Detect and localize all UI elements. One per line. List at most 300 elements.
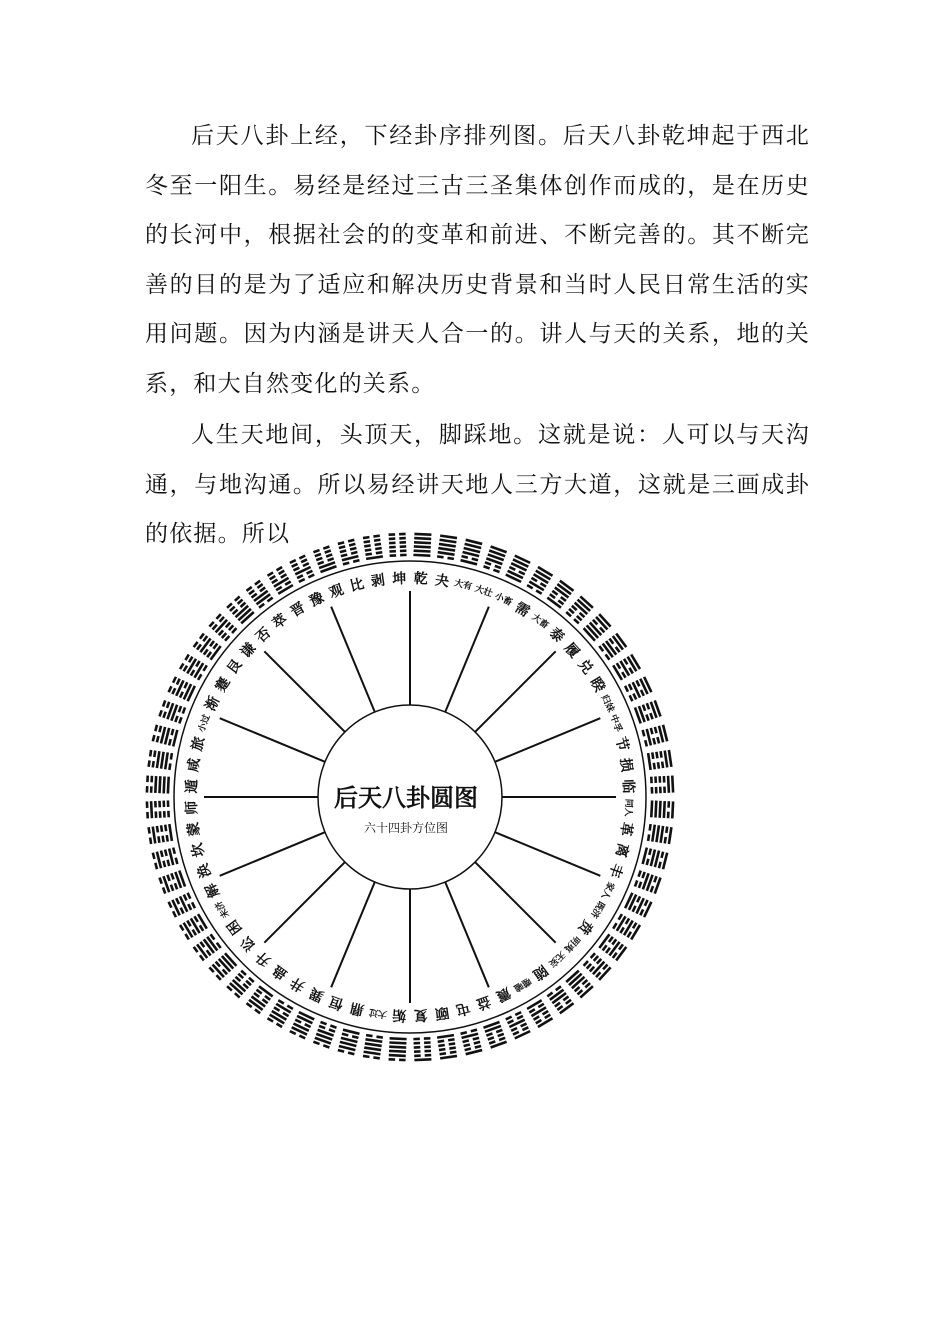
- hexagram-name: 夬: [433, 572, 451, 591]
- yin-line: [366, 1035, 372, 1036]
- yin-line: [254, 993, 259, 997]
- yin-line: [652, 752, 653, 758]
- hexagram-symbol: [149, 750, 172, 770]
- hexagram-symbol: [648, 750, 671, 770]
- yang-line: [161, 752, 163, 769]
- yang-line: [200, 639, 210, 653]
- yin-line: [438, 1045, 444, 1046]
- yin-line: [267, 598, 272, 602]
- hexagram-symbol: [599, 634, 626, 660]
- yin-line: [580, 613, 585, 617]
- yin-line: [651, 728, 653, 734]
- yin-line: [665, 837, 666, 843]
- yin-line: [268, 1018, 274, 1021]
- yin-line: [376, 1037, 382, 1038]
- yin-line: [515, 1012, 521, 1015]
- yin-line: [274, 1007, 280, 1010]
- yang-line: [414, 546, 431, 547]
- yin-line: [646, 715, 648, 721]
- hexagram-name: 复: [413, 1006, 429, 1024]
- yang-line: [173, 730, 177, 746]
- yang-line: [414, 538, 431, 539]
- hexagram-symbol: [227, 971, 254, 998]
- yang-line: [155, 776, 156, 793]
- yang-line: [414, 1059, 431, 1060]
- yang-line: [555, 587, 569, 597]
- yin-line: [252, 594, 257, 598]
- yin-line: [364, 541, 370, 542]
- yin-line: [255, 1009, 260, 1013]
- yin-line: [590, 967, 594, 972]
- spoke-line: [264, 651, 345, 732]
- diagram-subtitle: 六十四卦方位图: [363, 821, 449, 835]
- yin-line: [373, 536, 379, 537]
- hexagram-name: 坤: [391, 570, 407, 588]
- yin-line: [519, 571, 525, 574]
- hexagram-name: 小过: [197, 713, 213, 734]
- yin-line: [159, 726, 161, 732]
- yin-line: [596, 972, 600, 977]
- yin-line: [376, 552, 382, 553]
- yin-line: [188, 893, 191, 899]
- yang-line: [157, 751, 159, 768]
- yang-line: [648, 753, 650, 770]
- yin-line: [449, 1048, 455, 1049]
- hexagram-name: 蹇: [212, 674, 234, 696]
- yin-line: [200, 942, 204, 947]
- yin-line: [305, 1024, 311, 1027]
- yin-line: [235, 993, 240, 997]
- yang-line: [560, 581, 574, 591]
- hexagram-name: 乾: [413, 570, 429, 588]
- yin-line: [486, 1033, 492, 1035]
- yang-line: [606, 641, 616, 655]
- yang-line: [652, 825, 654, 842]
- yin-line: [203, 665, 206, 671]
- yang-line: [161, 727, 165, 743]
- yin-line: [153, 761, 154, 767]
- yin-line: [189, 657, 192, 663]
- yin-line: [157, 826, 158, 832]
- yin-line: [654, 763, 655, 769]
- yang-line: [560, 1003, 574, 1013]
- yang-line: [390, 1038, 407, 1039]
- yin-line: [262, 999, 267, 1003]
- yin-line: [227, 603, 232, 607]
- yin-line: [318, 562, 324, 564]
- yin-line: [169, 739, 171, 745]
- hexagram-name: 节: [612, 735, 631, 753]
- hexagram-symbol: [209, 953, 236, 980]
- yin-line: [448, 1039, 454, 1040]
- yin-line: [661, 751, 662, 757]
- yin-line: [177, 679, 180, 685]
- yin-line: [209, 967, 213, 972]
- yin-line: [200, 925, 203, 931]
- diagram-title: 后天八卦圆图: [334, 784, 478, 812]
- yin-line: [204, 649, 208, 654]
- yin-line: [297, 575, 303, 578]
- yin-line: [517, 1016, 523, 1019]
- yin-line: [171, 753, 172, 759]
- yin-line: [365, 554, 371, 555]
- yin-line: [329, 1029, 335, 1031]
- yin-line: [265, 996, 270, 1000]
- hexagram-name: 升: [253, 947, 275, 970]
- yang-line: [389, 1047, 406, 1048]
- yin-line: [635, 880, 637, 886]
- yin-line: [227, 986, 232, 990]
- yin-line: [192, 902, 195, 908]
- yin-line: [243, 984, 248, 988]
- yin-line: [375, 544, 381, 545]
- yin-line: [270, 576, 276, 579]
- hexagram-name: 噬嗑: [511, 975, 533, 993]
- yang-line: [342, 556, 358, 560]
- yang-line: [438, 548, 455, 550]
- hexagram-symbol: [180, 655, 207, 680]
- hexagram-symbol: [290, 1012, 314, 1038]
- yin-line: [529, 1009, 535, 1012]
- hexagram-name: 讼: [237, 932, 260, 954]
- yin-line: [153, 735, 155, 741]
- yin-line: [165, 850, 167, 856]
- yin-line: [328, 558, 334, 560]
- yin-line: [171, 873, 173, 879]
- spoke-line: [331, 882, 375, 987]
- yang-line: [204, 939, 214, 953]
- yin-line: [475, 1046, 481, 1048]
- yin-line: [547, 993, 552, 997]
- yin-line: [281, 574, 287, 577]
- yang-line: [655, 851, 659, 867]
- yin-line: [653, 738, 655, 744]
- yin-line: [365, 550, 371, 551]
- hexagram-symbol: [338, 1030, 360, 1055]
- yin-line: [582, 980, 587, 984]
- hexagram-name: 咸: [185, 756, 204, 774]
- yin-line: [374, 540, 380, 541]
- yin-line: [461, 1032, 467, 1034]
- yin-line: [352, 1036, 358, 1038]
- yin-line: [173, 911, 176, 917]
- yin-line: [233, 610, 238, 614]
- yang-line: [389, 1055, 406, 1056]
- yin-line: [472, 559, 478, 561]
- yin-line: [323, 547, 329, 549]
- yin-line: [292, 564, 298, 567]
- yin-line: [307, 571, 313, 574]
- hexagram-symbol: [584, 953, 611, 980]
- yang-line: [669, 827, 671, 844]
- yin-line: [609, 639, 613, 644]
- yin-line: [657, 737, 659, 743]
- hexagram-symbol: [389, 1038, 407, 1060]
- yang-line: [651, 800, 652, 817]
- yin-line: [175, 883, 177, 889]
- yin-line: [200, 955, 204, 960]
- yin-line: [232, 628, 236, 633]
- yang-line: [439, 544, 456, 546]
- hexagram-symbol: [506, 556, 530, 582]
- yang-line: [557, 584, 571, 594]
- yin-line: [323, 1045, 329, 1047]
- yin-line: [299, 579, 305, 582]
- yang-line: [153, 827, 155, 844]
- yang-line: [669, 750, 671, 767]
- yin-line: [613, 953, 617, 958]
- yin-line: [659, 862, 661, 868]
- yang-line: [164, 776, 165, 793]
- hexagram-symbol: [484, 547, 507, 572]
- hexagram-name: 旅: [189, 735, 208, 753]
- hexagram-symbol: [149, 824, 172, 844]
- yin-line: [506, 1017, 512, 1020]
- yin-line: [373, 1057, 379, 1058]
- yin-line: [203, 636, 207, 641]
- hexagram-name: 坎: [189, 841, 208, 859]
- yin-line: [187, 921, 190, 927]
- yin-line: [522, 1027, 528, 1030]
- yin-line: [633, 923, 636, 929]
- yin-line: [338, 1050, 344, 1052]
- yang-line: [465, 544, 481, 548]
- yin-line: [651, 886, 653, 892]
- hexagram-symbol: [389, 534, 407, 556]
- hexagram-name: 睽: [586, 674, 608, 696]
- yang-line: [643, 848, 647, 864]
- hexagram-symbol: [643, 848, 668, 870]
- bagua-svg: [120, 515, 700, 1075]
- yin-line: [175, 716, 177, 722]
- yang-line: [462, 1034, 478, 1038]
- yang-line: [414, 551, 431, 552]
- yin-line: [168, 860, 170, 866]
- yin-line: [330, 1026, 336, 1028]
- hexagram-name: 剥: [369, 572, 387, 591]
- yin-line: [285, 581, 291, 584]
- yin-line: [158, 836, 159, 842]
- yin-line: [619, 914, 622, 920]
- yin-line: [169, 686, 172, 692]
- yin-line: [471, 1030, 477, 1032]
- yin-line: [603, 965, 607, 970]
- hexagram-symbol: [643, 725, 668, 747]
- yin-line: [277, 1024, 283, 1027]
- yang-line: [616, 634, 626, 648]
- hexagram-name: 姤: [391, 1006, 407, 1024]
- yin-line: [639, 882, 641, 888]
- hexagram-name: 晋: [287, 599, 309, 621]
- hexagram-name: 贲: [574, 916, 596, 938]
- yin-line: [193, 930, 196, 936]
- yin-line: [299, 1036, 305, 1039]
- yin-line: [591, 953, 595, 958]
- yang-line: [437, 1035, 454, 1037]
- yin-line: [629, 684, 632, 690]
- yang-line: [664, 801, 665, 818]
- yin-line: [194, 947, 198, 952]
- yin-line: [650, 713, 652, 719]
- yin-line: [521, 1024, 527, 1027]
- yin-line: [349, 544, 355, 546]
- yin-line: [540, 583, 546, 586]
- yin-line: [350, 548, 356, 550]
- yin-line: [629, 668, 632, 674]
- body-text: [145, 112, 810, 560]
- yin-line: [656, 752, 657, 758]
- hexagram-name: 明夷: [561, 933, 582, 954]
- hexagram-symbol: [160, 871, 185, 894]
- yin-line: [235, 596, 240, 600]
- hexagram-name: 鼎: [348, 999, 366, 1018]
- yin-line: [558, 600, 563, 604]
- yang-line: [663, 725, 667, 741]
- yin-line: [301, 559, 307, 562]
- yin-line: [584, 961, 588, 966]
- yin-line: [216, 975, 220, 980]
- yang-line: [613, 636, 623, 650]
- yang-line: [438, 552, 455, 554]
- spoke-line: [495, 832, 600, 876]
- yin-line: [225, 636, 229, 641]
- yin-line: [161, 851, 163, 857]
- yang-line: [340, 1042, 356, 1046]
- hexagram-symbol: [648, 824, 671, 844]
- hexagram-name: 中孚: [607, 713, 623, 734]
- yin-line: [498, 1034, 504, 1036]
- yang-line: [414, 534, 431, 535]
- hexagram-name: 大有: [453, 578, 473, 593]
- yin-line: [185, 655, 188, 661]
- hexagram-symbol: [635, 700, 660, 723]
- yin-line: [538, 1004, 544, 1007]
- yin-line: [577, 616, 582, 620]
- yin-line: [210, 641, 214, 646]
- yang-line: [159, 776, 160, 793]
- hexagram-symbol: [363, 536, 383, 559]
- yin-line: [543, 1011, 549, 1014]
- yin-line: [167, 835, 168, 841]
- yin-line: [272, 580, 278, 583]
- yin-line: [163, 887, 165, 893]
- yin-line: [299, 556, 305, 559]
- yin-line: [552, 591, 557, 595]
- yang-line: [366, 556, 383, 558]
- yang-line: [197, 944, 207, 958]
- yin-line: [171, 885, 173, 891]
- yin-line: [198, 674, 201, 680]
- yang-line: [440, 536, 457, 538]
- yin-line: [150, 750, 151, 756]
- yin-line: [153, 853, 155, 859]
- yin-line: [628, 932, 631, 938]
- yin-line: [213, 625, 217, 630]
- hexagram-name: 恒: [327, 992, 346, 1013]
- yin-line: [643, 730, 645, 736]
- hexagram-symbol: [147, 800, 169, 818]
- hexagram-symbol: [413, 1038, 431, 1060]
- yin-line: [338, 542, 344, 544]
- yin-line: [616, 647, 620, 652]
- yin-line: [463, 1040, 469, 1042]
- yin-line: [566, 1000, 571, 1004]
- yin-line: [247, 1003, 252, 1007]
- yin-line: [606, 948, 610, 953]
- yin-line: [211, 934, 215, 939]
- yin-line: [450, 1052, 456, 1053]
- yin-line: [172, 688, 175, 694]
- yang-line: [365, 1039, 382, 1041]
- yin-line: [650, 824, 651, 830]
- hexagram-symbol: [461, 540, 483, 565]
- yin-line: [161, 825, 162, 831]
- yin-line: [642, 872, 644, 878]
- yin-line: [606, 654, 610, 659]
- yin-line: [173, 677, 176, 683]
- yang-line: [463, 552, 479, 556]
- yang-line: [343, 1030, 359, 1034]
- yin-line: [351, 552, 357, 554]
- yin-line: [465, 1049, 471, 1051]
- yin-line: [643, 705, 645, 711]
- hexagram-name: 比: [348, 576, 366, 595]
- yin-line: [496, 1030, 502, 1032]
- yang-line: [655, 801, 656, 818]
- yang-line: [440, 1056, 457, 1058]
- hexagram-symbol: [247, 986, 273, 1013]
- yin-line: [649, 849, 651, 855]
- bagua-diagram: [120, 515, 700, 1075]
- hexagram-symbol: [651, 800, 673, 818]
- yin-line: [637, 680, 640, 686]
- hexagram-name: 巽: [307, 983, 327, 1005]
- yin-line: [647, 859, 649, 865]
- yin-line: [513, 1032, 519, 1035]
- yin-line: [176, 858, 178, 864]
- hexagram-symbol: [209, 614, 236, 641]
- yin-line: [216, 962, 220, 967]
- hexagram-name: 渐: [202, 694, 224, 714]
- hexagram-name: 震: [493, 983, 513, 1005]
- hexagram-symbol: [160, 700, 185, 723]
- spoke-line: [220, 832, 325, 876]
- yin-line: [630, 695, 633, 701]
- yin-line: [619, 944, 623, 949]
- yang-line: [339, 1046, 355, 1050]
- hexagram-symbol: [268, 567, 293, 594]
- yin-line: [600, 628, 604, 633]
- yin-line: [164, 861, 166, 867]
- yang-line: [659, 726, 663, 742]
- yin-line: [169, 763, 170, 769]
- hexagram-name: 蒙: [185, 820, 204, 838]
- yin-line: [633, 906, 636, 912]
- yin-line: [160, 710, 162, 716]
- yin-line: [511, 1028, 517, 1031]
- hexagram-name: 无妄: [546, 948, 567, 969]
- yin-line: [277, 567, 283, 570]
- yin-line: [249, 590, 254, 594]
- spoke-line: [445, 882, 489, 987]
- yang-line: [647, 729, 651, 745]
- yin-line: [437, 556, 443, 557]
- spoke-line: [475, 862, 556, 943]
- yang-line: [413, 555, 430, 556]
- yin-line: [217, 943, 221, 948]
- yin-line: [534, 1016, 540, 1019]
- hexagram-name: 小畜: [492, 591, 514, 609]
